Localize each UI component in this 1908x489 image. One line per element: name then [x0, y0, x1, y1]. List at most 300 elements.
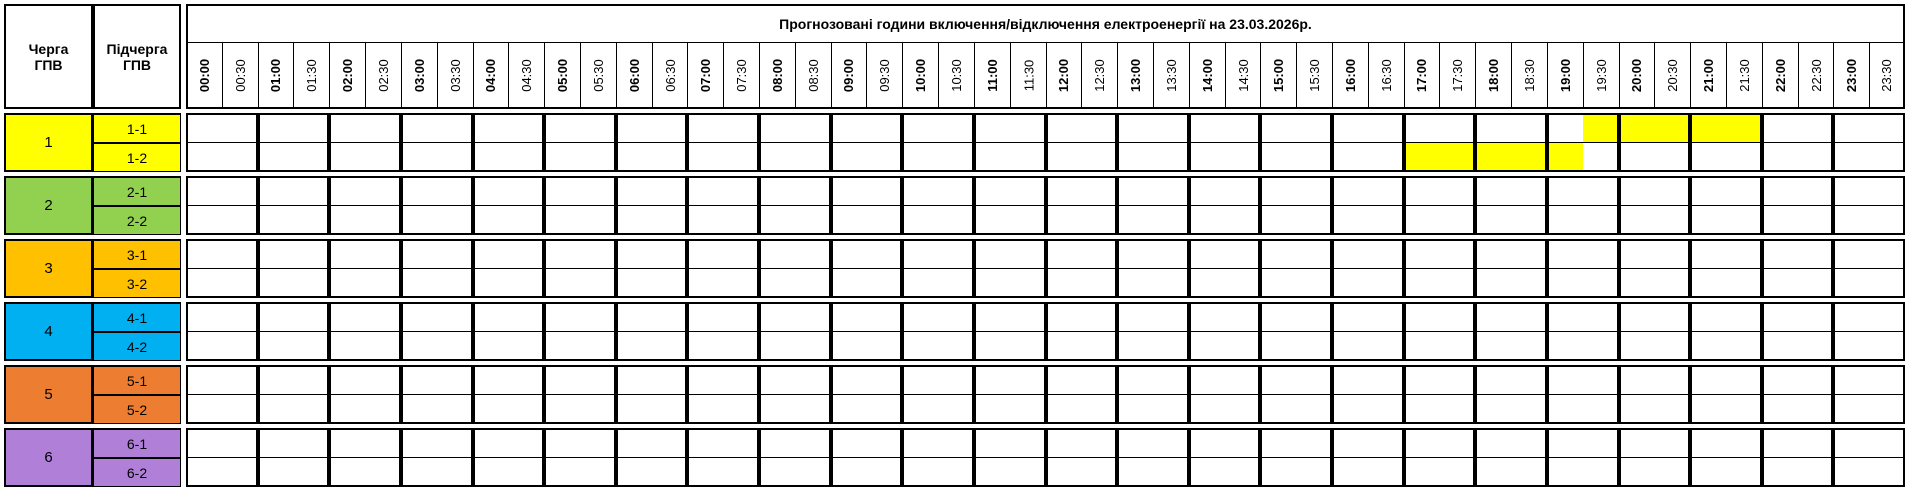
time-slot	[616, 303, 652, 332]
queue-cell	[4, 113, 93, 172]
time-slot	[974, 366, 1010, 395]
time-slot	[365, 395, 401, 424]
time-slot	[1368, 458, 1404, 487]
time-header-cell	[723, 43, 759, 109]
time-label: 14:30	[1235, 58, 1251, 92]
time-header-cell	[1475, 43, 1511, 109]
time-slot	[1010, 303, 1046, 332]
time-slot	[1619, 303, 1654, 332]
time-slot	[1117, 177, 1153, 206]
time-slot	[687, 269, 723, 298]
time-slot	[831, 177, 866, 206]
time-slot	[1583, 366, 1619, 395]
time-label: 03:30	[447, 58, 463, 92]
time-header-cell	[1260, 43, 1296, 109]
time-slot	[293, 458, 329, 487]
time-header-cell	[1081, 43, 1117, 109]
time-label: 23:30	[1878, 58, 1894, 92]
time-slot	[258, 366, 293, 395]
time-slot	[401, 395, 437, 424]
time-slot	[1332, 177, 1368, 206]
time-slot	[687, 303, 723, 332]
time-slot	[1404, 206, 1439, 235]
time-slot	[902, 177, 938, 206]
time-slot	[723, 143, 759, 172]
time-slot	[974, 395, 1010, 424]
time-slot	[1010, 114, 1046, 143]
time-slot	[1475, 303, 1511, 332]
time-label: 15:30	[1306, 58, 1322, 92]
time-slot	[938, 143, 974, 172]
time-slot	[1690, 303, 1726, 332]
time-label: 18:30	[1521, 58, 1537, 92]
time-slot	[831, 114, 866, 143]
time-slot	[1798, 429, 1833, 458]
time-label: 22:30	[1808, 58, 1824, 92]
time-slot	[759, 143, 795, 172]
subqueue-cell	[93, 143, 181, 172]
time-slot	[902, 206, 938, 235]
time-slot	[1368, 177, 1404, 206]
time-slot	[1117, 269, 1153, 298]
subqueue-label: 3-1	[126, 246, 148, 263]
time-slot	[1296, 429, 1332, 458]
time-slot	[1260, 177, 1296, 206]
time-slot	[902, 240, 938, 269]
time-slot	[1081, 332, 1117, 361]
queue-label: 1	[44, 134, 53, 151]
time-slot	[1547, 429, 1583, 458]
time-slot	[1189, 303, 1225, 332]
time-slot	[437, 206, 473, 235]
time-slot	[1583, 206, 1619, 235]
time-slot	[1010, 366, 1046, 395]
time-slot	[258, 429, 293, 458]
time-slot	[1332, 395, 1368, 424]
time-slot	[795, 240, 831, 269]
time-slot	[1189, 240, 1225, 269]
time-slot	[974, 303, 1010, 332]
time-slot	[1081, 458, 1117, 487]
time-slot	[1762, 143, 1798, 172]
subqueue-label: 6-2	[126, 464, 148, 481]
time-slot	[1153, 366, 1189, 395]
time-header-cell	[1046, 43, 1081, 109]
time-slot	[1798, 458, 1833, 487]
time-slot	[1081, 303, 1117, 332]
time-slot	[1619, 458, 1654, 487]
time-slot	[293, 395, 329, 424]
time-slot	[1762, 269, 1798, 298]
time-slot	[437, 114, 473, 143]
time-slot	[1404, 177, 1439, 206]
time-slot	[1260, 269, 1296, 298]
time-slot	[1296, 177, 1332, 206]
queue-label: 6	[44, 449, 53, 466]
time-slot	[1189, 143, 1225, 172]
time-slot	[1762, 240, 1798, 269]
time-slot	[401, 429, 437, 458]
time-slot	[1869, 177, 1905, 206]
outage-slot	[1654, 114, 1690, 143]
time-slot	[1654, 303, 1690, 332]
time-slot	[580, 206, 616, 235]
time-slot	[1117, 206, 1153, 235]
time-slot	[544, 177, 580, 206]
subqueue-cell	[93, 366, 181, 395]
time-slot	[866, 429, 902, 458]
time-slot	[795, 114, 831, 143]
time-slot	[723, 303, 759, 332]
time-slot	[652, 177, 687, 206]
time-header-cell	[1296, 43, 1332, 109]
time-slot	[1189, 114, 1225, 143]
time-slot	[473, 240, 508, 269]
time-slot	[258, 332, 293, 361]
time-slot	[1117, 366, 1153, 395]
time-slot	[866, 206, 902, 235]
time-slot	[1117, 114, 1153, 143]
time-slot	[1439, 458, 1475, 487]
time-slot	[1511, 269, 1547, 298]
time-slot	[1332, 303, 1368, 332]
time-slot	[1619, 206, 1654, 235]
time-slot	[508, 395, 544, 424]
time-slot	[1225, 240, 1260, 269]
time-slot	[437, 269, 473, 298]
time-slot	[866, 269, 902, 298]
time-slot	[795, 332, 831, 361]
time-slot	[1583, 332, 1619, 361]
time-slot	[1010, 269, 1046, 298]
time-slot	[1475, 429, 1511, 458]
time-slot	[1153, 303, 1189, 332]
time-header-cell	[1225, 43, 1260, 109]
time-slot	[687, 143, 723, 172]
time-slot	[293, 177, 329, 206]
time-slot	[759, 332, 795, 361]
time-slot	[1833, 177, 1869, 206]
time-slot	[616, 366, 652, 395]
time-header-cell	[1583, 43, 1619, 109]
subqueue-cell	[93, 177, 181, 206]
time-header-cell	[473, 43, 508, 109]
time-slot	[902, 143, 938, 172]
time-slot	[1654, 240, 1690, 269]
subqueue-header-label: Підчерга ГПВ	[106, 40, 168, 73]
time-header-cell	[1117, 43, 1153, 109]
time-slot	[1368, 303, 1404, 332]
time-label: 06:00	[627, 58, 642, 92]
time-slot	[437, 303, 473, 332]
time-slot	[1690, 206, 1726, 235]
time-label: 05:30	[590, 58, 606, 92]
time-slot	[652, 429, 687, 458]
time-slot	[938, 177, 974, 206]
time-slot	[1583, 458, 1619, 487]
time-slot	[1368, 429, 1404, 458]
outage-slot	[1583, 114, 1619, 143]
time-slot	[1117, 395, 1153, 424]
time-slot	[186, 114, 222, 143]
schedule-title-text: Прогнозовані години включення/відключення електроенергії на 23.03.2026р.	[779, 16, 1312, 32]
time-slot	[938, 429, 974, 458]
time-slot	[1046, 206, 1081, 235]
time-slot	[974, 114, 1010, 143]
time-label: 07:00	[698, 58, 713, 92]
time-slot	[222, 332, 258, 361]
time-slot	[938, 240, 974, 269]
time-slot	[831, 143, 866, 172]
time-slot	[831, 332, 866, 361]
time-slot	[1833, 429, 1869, 458]
time-slot	[186, 429, 222, 458]
time-slot	[1260, 114, 1296, 143]
time-slot	[1225, 303, 1260, 332]
time-header-cell	[258, 43, 293, 109]
time-label: 15:00	[1271, 58, 1286, 92]
time-slot	[938, 395, 974, 424]
time-slot	[186, 177, 222, 206]
time-slot	[831, 240, 866, 269]
time-slot	[795, 395, 831, 424]
time-slot	[1260, 303, 1296, 332]
time-slot	[1511, 429, 1547, 458]
time-slot	[544, 206, 580, 235]
time-slot	[652, 303, 687, 332]
time-slot	[437, 429, 473, 458]
time-slot	[1332, 458, 1368, 487]
time-label: 06:30	[662, 58, 678, 92]
time-slot	[544, 240, 580, 269]
time-slot	[508, 206, 544, 235]
time-slot	[1654, 458, 1690, 487]
time-slot	[652, 366, 687, 395]
time-slot	[1368, 366, 1404, 395]
time-slot	[222, 395, 258, 424]
time-slot	[1439, 366, 1475, 395]
queue-cell	[4, 302, 93, 361]
time-header-cell	[902, 43, 938, 109]
subqueue-label: 4-2	[126, 338, 148, 355]
time-slot	[1619, 143, 1654, 172]
time-slot	[1690, 395, 1726, 424]
time-slot	[1583, 303, 1619, 332]
time-slot	[1869, 332, 1905, 361]
time-slot	[365, 429, 401, 458]
time-slot	[508, 177, 544, 206]
time-slot	[329, 143, 365, 172]
time-header-cell	[1762, 43, 1798, 109]
time-slot	[652, 240, 687, 269]
time-slot	[831, 269, 866, 298]
time-slot	[1046, 143, 1081, 172]
time-header-cell	[1189, 43, 1225, 109]
time-header-cell	[365, 43, 401, 109]
time-slot	[1547, 206, 1583, 235]
time-slot	[1046, 458, 1081, 487]
time-slot	[687, 206, 723, 235]
time-slot	[1547, 303, 1583, 332]
time-slot	[1869, 143, 1905, 172]
time-slot	[687, 395, 723, 424]
time-slot	[1010, 143, 1046, 172]
time-slot	[1439, 429, 1475, 458]
time-label: 13:00	[1128, 58, 1143, 92]
time-label: 16:00	[1343, 58, 1358, 92]
time-slot	[329, 332, 365, 361]
time-slot	[508, 458, 544, 487]
time-slot	[1690, 240, 1726, 269]
time-slot	[222, 458, 258, 487]
time-slot	[473, 366, 508, 395]
time-slot	[544, 303, 580, 332]
time-slot	[974, 458, 1010, 487]
time-slot	[1726, 240, 1762, 269]
time-slot	[580, 269, 616, 298]
time-label: 18:00	[1486, 58, 1501, 92]
time-slot	[329, 206, 365, 235]
time-slot	[1583, 395, 1619, 424]
time-slot	[1117, 429, 1153, 458]
time-slot	[795, 206, 831, 235]
time-slot	[1081, 143, 1117, 172]
time-slot	[473, 429, 508, 458]
time-slot	[186, 269, 222, 298]
time-slot	[437, 177, 473, 206]
time-slot	[1583, 177, 1619, 206]
time-slot	[616, 114, 652, 143]
time-slot	[1726, 429, 1762, 458]
time-slot	[974, 206, 1010, 235]
time-slot	[1081, 114, 1117, 143]
time-slot	[938, 303, 974, 332]
time-slot	[795, 177, 831, 206]
time-slot	[1690, 143, 1726, 172]
time-slot	[437, 366, 473, 395]
subqueue-cell	[93, 395, 181, 424]
time-slot	[580, 332, 616, 361]
time-slot	[1332, 269, 1368, 298]
time-header-cell	[1833, 43, 1869, 109]
time-slot	[1833, 303, 1869, 332]
time-header-cell	[437, 43, 473, 109]
time-slot	[1439, 114, 1475, 143]
time-slot	[1404, 303, 1439, 332]
time-label: 23:00	[1844, 58, 1859, 92]
time-slot	[1726, 366, 1762, 395]
time-slot	[1583, 240, 1619, 269]
time-slot	[1296, 458, 1332, 487]
time-slot	[759, 429, 795, 458]
time-slot	[580, 395, 616, 424]
time-header-cell	[1547, 43, 1583, 109]
subqueue-label: 6-1	[126, 435, 148, 452]
subqueue-cell	[93, 240, 181, 269]
subqueue-label: 5-2	[126, 401, 148, 418]
time-slot	[1260, 332, 1296, 361]
time-slot	[1046, 269, 1081, 298]
time-slot	[1332, 332, 1368, 361]
time-slot	[329, 177, 365, 206]
subqueue-cell	[93, 269, 181, 298]
time-slot	[1010, 332, 1046, 361]
time-label: 04:00	[483, 58, 499, 92]
time-slot	[1833, 114, 1869, 143]
time-slot	[1869, 458, 1905, 487]
time-slot	[723, 206, 759, 235]
time-slot	[1726, 177, 1762, 206]
time-slot	[1547, 366, 1583, 395]
time-slot	[1690, 269, 1726, 298]
time-header-cell	[580, 43, 616, 109]
queue-label: 4	[44, 323, 53, 340]
time-header-cell	[508, 43, 544, 109]
time-header-cell	[186, 43, 222, 109]
subqueue-cell	[93, 458, 181, 487]
time-slot	[1081, 240, 1117, 269]
time-slot	[1010, 395, 1046, 424]
time-slot	[652, 143, 687, 172]
time-slot	[1690, 366, 1726, 395]
time-label: 11:00	[984, 58, 1000, 92]
time-slot	[1619, 429, 1654, 458]
time-slot	[222, 366, 258, 395]
time-slot	[1117, 458, 1153, 487]
time-slot	[186, 332, 222, 361]
time-slot	[544, 395, 580, 424]
time-slot	[1511, 458, 1547, 487]
time-slot	[723, 366, 759, 395]
outage-slot	[1511, 143, 1547, 172]
time-slot	[437, 395, 473, 424]
time-slot	[1189, 206, 1225, 235]
time-slot	[1153, 429, 1189, 458]
time-slot	[473, 269, 508, 298]
time-slot	[1654, 269, 1690, 298]
time-slot	[293, 332, 329, 361]
time-slot	[616, 177, 652, 206]
time-slot	[1475, 366, 1511, 395]
outage-slot	[1619, 114, 1654, 143]
time-slot	[1762, 458, 1798, 487]
time-slot	[580, 303, 616, 332]
time-slot	[1762, 332, 1798, 361]
time-slot	[1296, 114, 1332, 143]
time-slot	[1547, 240, 1583, 269]
subqueue-label: 1-1	[126, 120, 148, 137]
time-slot	[401, 332, 437, 361]
time-slot	[1010, 206, 1046, 235]
time-slot	[1046, 114, 1081, 143]
time-slot	[1189, 269, 1225, 298]
outage-slot	[1439, 143, 1475, 172]
time-slot	[1153, 177, 1189, 206]
time-slot	[1404, 240, 1439, 269]
time-slot	[1260, 395, 1296, 424]
time-slot	[1296, 332, 1332, 361]
time-header-cell	[1010, 43, 1046, 109]
time-slot	[1833, 395, 1869, 424]
time-label: 01:30	[303, 58, 319, 92]
time-header-cell	[795, 43, 831, 109]
time-label: 09:00	[841, 58, 857, 92]
time-slot	[186, 240, 222, 269]
time-slot	[759, 240, 795, 269]
time-slot	[723, 458, 759, 487]
time-slot	[1225, 395, 1260, 424]
time-slot	[938, 206, 974, 235]
